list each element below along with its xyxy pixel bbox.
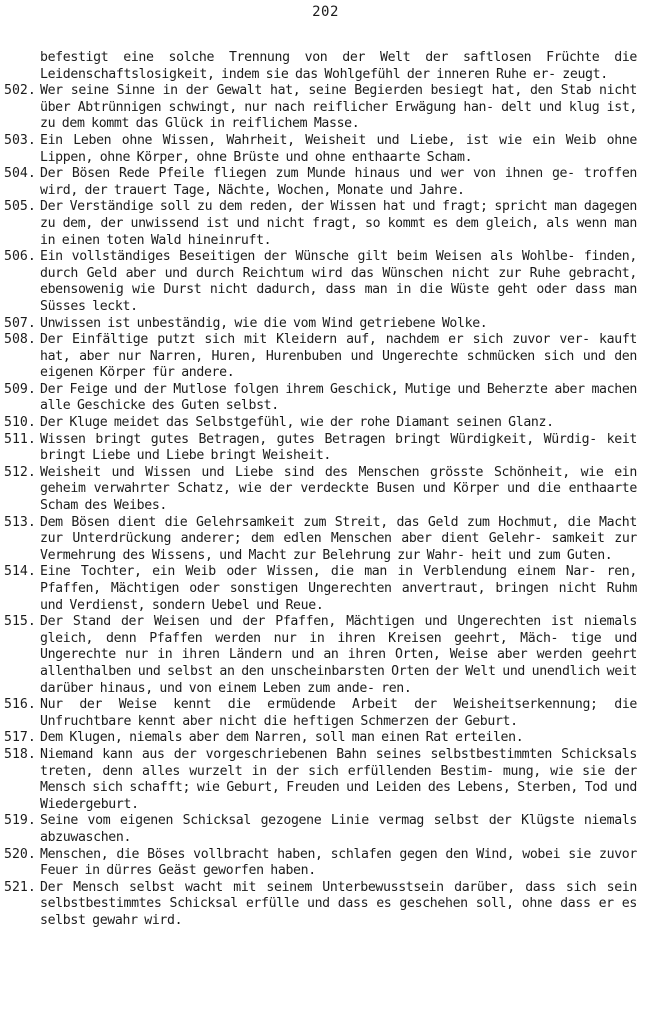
list-item <box>4 813 637 846</box>
list-item <box>4 614 637 697</box>
entry-number: 511. <box>4 431 36 447</box>
entry-text: Weisheit und Wissen und Liebe sind des Menschen grösste Schönheit, wie ein geheim verwahrter Schatz, wie der verdeckte Busen und Körper und die enthaarte Scham des Weibes. <box>40 464 637 514</box>
entry-text: Eine Tochter, ein Weib oder Wissen, die man in Verblendung einem Nar- ren, Pfaffen, Mächtigen oder sonstigen Ungerechten anvertraut, bringen nicht Ruhm und Verdienst, sondern Uebel und Reue. <box>40 564 637 613</box>
entry-number: 504. <box>4 166 36 182</box>
entry-number: 505. <box>4 199 36 215</box>
entry-text: Wer seine Sinne in der Gewalt hat, seine Begierden besiegt hat, den Stab nicht über Abtrünnigen schwingt, nur nach reiflicher Erwägung han- delt und klug ist, zu dem kommt das Glück in reiflichem Masse. <box>40 83 637 132</box>
entry-text: Unwissen ist unbeständig, wie die vom Wind getriebene Wolke. <box>40 315 488 331</box>
entry-number: 514. <box>4 564 36 580</box>
entry-number: 513. <box>4 514 36 530</box>
entry-text: Dem Bösen dient die Gelehrsamkeit zum Streit, das Geld zum Hochmut, die Macht zur Unterdrückung anderer; dem edlen Menschen aber dient Gelehr- samkeit zur Vermehrung des Wissens, und Macht zur Belehrung zur Wahr- heit und zum Guten. <box>40 514 637 563</box>
list-item <box>4 133 637 166</box>
entry-text: Nur der Weise kennt die ermüdende Arbeit der Weisheitserkennung; die Unfruchtbare kennt aber nicht die heftigen Schmerzen der Geburt. <box>40 697 637 729</box>
entry-number: 520. <box>4 846 36 862</box>
entry-text: Niemand kann aus der vorgeschriebenen Bahn seines selbstbestimmten Schicksals treten, denn alles wurzelt in der sich erfüllenden Bestim- mung, wie sie der Mensch sich schafft; wie Geburt, Freuden und Leiden des Lebens, Sterben, Tod und Wiedergeburt. <box>40 746 637 812</box>
list-item <box>4 432 637 465</box>
list-item <box>4 316 637 333</box>
entry-text: Der Bösen Rede Pfeile fliegen zum Munde hinaus und wer von ihnen ge- troffen wird, der trauert Tage, Nächte, Wochen, Monate und Jahre. <box>40 166 637 198</box>
entry-number: 508. <box>4 332 36 348</box>
entry-number: 502. <box>4 83 36 99</box>
page-number: 202 <box>312 4 339 20</box>
entry-list <box>4 50 637 929</box>
list-item <box>4 564 637 614</box>
entry-text: Wissen bringt gutes Betragen, gutes Betragen bringt Würdigkeit, Würdig- keit bringt Liebe und Liebe bringt Weisheit. <box>40 431 637 464</box>
list-item <box>4 880 637 930</box>
entry-number: 510. <box>4 415 36 431</box>
entry-text: Der Feige und der Mutlose folgen ihrem Geschick, Mutige und Beherzte aber machen alle Geschicke des Guten selbst. <box>40 381 637 414</box>
list-item <box>4 847 637 880</box>
list-item <box>4 199 637 249</box>
list-item <box>4 166 637 199</box>
entry-number: 512. <box>4 464 36 480</box>
entry-text: Ein Leben ohne Wissen, Wahrheit, Weisheit und Liebe, ist wie ein Weib ohne Lippen, ohne Körper, ohne Brüste und ohne enthaarte Scham. <box>40 132 637 165</box>
entry-number: 515. <box>4 614 36 630</box>
list-item <box>4 50 637 83</box>
entry-text: Der Einfältige putzt sich mit Kleidern auf, nachdem er sich zuvor ver- kauft hat, aber nur Narren, Huren, Hurenbuben und Ungerechte schmücken sich und den eigenen Körper für andere. <box>40 332 637 381</box>
entry-text: Dem Klugen, niemals aber dem Narren, soll man einen Rat erteilen. <box>40 730 524 746</box>
entry-text: Seine vom eigenen Schicksal gezogene Linie vermag selbst der Klügste niemals abzuwaschen. <box>40 813 637 845</box>
entry-text: Menschen, die Böses vollbracht haben, schlafen gegen den Wind, wobei sie zuvor Feuer in dürres Geäst geworfen haben. <box>40 846 637 879</box>
list-item <box>4 332 637 382</box>
entry-number: 519. <box>4 813 36 829</box>
entry-number: 517. <box>4 730 36 746</box>
entry-number: 518. <box>4 746 36 762</box>
list-item <box>4 382 637 415</box>
list-item <box>4 249 637 315</box>
entry-number: 516. <box>4 697 36 713</box>
entry-number: 509. <box>4 381 36 397</box>
entry-number: 506. <box>4 249 36 265</box>
entry-text: Der Stand der Weisen und der Pfaffen, Mächtigen und Ungerechten ist niemals gleich, denn Pfaffen werden nur in ihren Kreisen geehrt, Mäch- tige und Ungerechte nur in ihren Ländern und an ihren Orten, Weise aber werden geehrt allenthalben und selbst an den unscheinbarsten Orten der Welt und unendlich weit darüber hinaus, und von einem Leben zum ande- ren. <box>40 614 637 696</box>
entry-text: Der Verständige soll zu dem reden, der Wissen hat und fragt; spricht man dagegen zu dem, der unwissend ist und nicht fragt, so kommt es dem gleich, als wenn man in einen toten Wald hineinruft. <box>40 199 637 248</box>
list-item <box>4 730 637 747</box>
entry-text: Der Kluge meidet das Selbstgefühl, wie der rohe Diamant seinen Glanz. <box>40 415 554 431</box>
entry-text: Der Mensch selbst wacht mit seinem Unterbewusstsein darüber, dass sich sein selbstbestimmtes Schicksal erfülle und dass es geschehen soll, ohne dass er es selbst gewahr wird. <box>40 879 637 928</box>
entry-number: 503. <box>4 132 36 148</box>
list-item <box>4 747 637 813</box>
list-item <box>4 83 637 133</box>
entry-text: befestigt eine solche Trennung von der Welt der saftlosen Früchte die Leidenschaftslosigkeit, indem sie das Wohlgefühl der inneren Ruhe er- zeugt. <box>40 50 637 82</box>
list-item <box>4 515 637 565</box>
list-item <box>4 465 637 515</box>
list-item <box>4 415 637 432</box>
entry-number: 507. <box>4 315 36 331</box>
entry-text: Ein vollständiges Beseitigen der Wünsche gilt beim Weisen als Wohlbe- finden, durch Geld aber und durch Reichtum wird das Wünschen nicht zur Ruhe gebracht, ebensowenig wie Durst nicht dadurch, dass man in die Wüste geht oder dass man Süsses leckt. <box>40 249 637 314</box>
entry-number: 521. <box>4 879 36 895</box>
list-item <box>4 697 637 730</box>
